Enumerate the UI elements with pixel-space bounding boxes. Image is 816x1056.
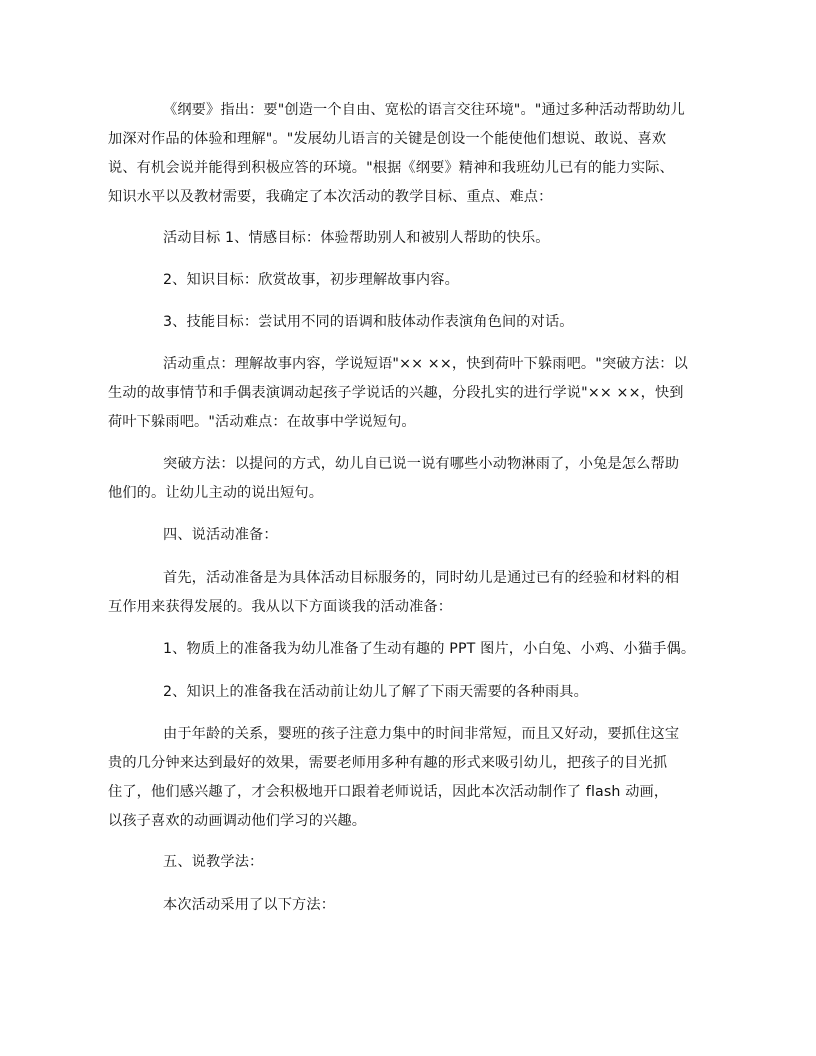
text-line: 贵的几分钟来达到最好的效果，需要老师用多种有趣的形式来吸引幼儿，把孩子的目光抓: [108, 755, 668, 771]
text-line: 生动的故事情节和手偶表演调动起孩子学说话的兴趣，分段扎实的进行学说"×× ××，快到: [108, 385, 684, 401]
text-line: 以孩子喜欢的动画调动他们学习的兴趣。: [108, 813, 367, 829]
text-line: 四、说活动准备：: [163, 527, 278, 543]
text-line: 1、物质上的准备我为幼儿准备了生动有趣的 PPT 图片，小白兔、小鸡、小猫手偶。: [163, 641, 696, 657]
paragraph-prep-1: [108, 635, 700, 664]
text-line: 本次活动采用了以下方法：: [163, 897, 336, 913]
paragraph-goal-2: [108, 266, 700, 295]
paragraph-methods-intro: [108, 891, 700, 920]
text-line: 住了，他们感兴趣了，才会积极地开口跟着老师说话，因此本次活动制作了 flash 动画，: [108, 784, 669, 800]
section-heading-5: [108, 848, 700, 877]
text-line: 突破方法：以提问的方式，幼儿自已说一说有哪些小动物淋雨了，小兔是怎么帮助: [163, 456, 680, 472]
paragraph-breakthrough: [108, 450, 700, 508]
section-heading-4: [108, 521, 700, 550]
paragraph-prep-intro: [108, 564, 700, 622]
text-line: 2、知识目标：欣赏故事，初步理解故事内容。: [163, 272, 459, 288]
text-line: 他们的。让幼儿主动的说出短句。: [108, 485, 324, 501]
text-line: 五、说教学法：: [163, 854, 264, 870]
paragraph-intro: [108, 96, 700, 212]
text-line: 3、技能目标：尝试用不同的语调和肢体动作表演角色间的对话。: [163, 314, 574, 330]
text-line: 荷叶下躲雨吧。"活动难点：在故事中学说短句。: [108, 414, 416, 430]
text-line: 首先，活动准备是为具体活动目标服务的，同时幼儿是通过已有的经验和材料的相: [163, 570, 680, 586]
paragraph-goal-1: [108, 224, 700, 253]
text-line: 说、有机会说并能得到积极应答的环境。"根据《纲要》精神和我班幼儿已有的能力实际、: [108, 160, 674, 176]
paragraph-age-note: [108, 720, 700, 836]
text-line: 活动重点：理解故事内容，学说短语"×× ××，快到荷叶下躲雨吧。"突破方法：以: [163, 356, 688, 372]
text-line: 《纲要》指出：要"创造一个自由、宽松的语言交往环境"。"通过多种活动帮助幼儿: [163, 102, 685, 118]
text-line: 2、知识上的准备我在活动前让幼儿了解了下雨天需要的各种雨具。: [163, 684, 588, 700]
text-line: 加深对作品的体验和理解"。"发展幼儿语言的关键是创设一个能使他们想说、敢说、喜欢: [108, 131, 667, 147]
paragraph-prep-2: [108, 678, 700, 707]
text-line: 活动目标 1、情感目标：体验帮助别人和被别人帮助的快乐。: [163, 230, 550, 246]
text-line: 互作用来获得发展的。我从以下方面谈我的活动准备：: [108, 599, 453, 615]
text-line: 由于年龄的关系，婴班的孩子注意力集中的时间非常短，而且又好动，要抓住这宝: [163, 726, 680, 742]
paragraph-key-points: [108, 350, 700, 437]
text-line: 知识水平以及教材需要，我确定了本次活动的教学目标、重点、难点：: [108, 189, 553, 205]
paragraph-goal-3: [108, 308, 700, 337]
